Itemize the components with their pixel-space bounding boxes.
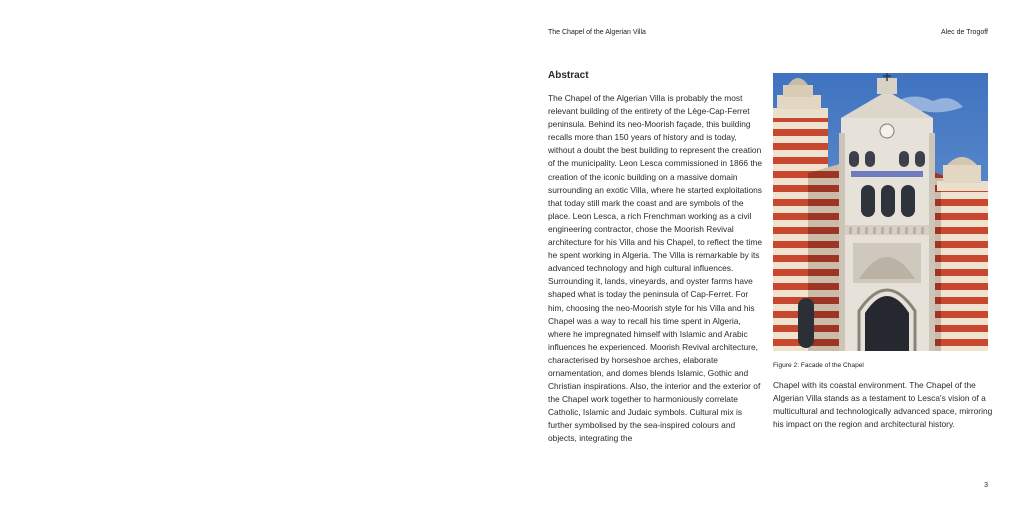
- abstract-heading: Abstract: [548, 70, 589, 81]
- chapel-facade-photo: [773, 73, 988, 351]
- abstract-paragraph-continued: Chapel with its coastal environment. The Chapel of the Algerian Villa stands as a testament to Lesca's vision of a multicultural and technologically advanced space, mirroring his impact on the region and architectural history.: [773, 380, 993, 430]
- abstract-text-column-1: [548, 92, 764, 446]
- running-head-author: Alec de Trogoff: [941, 29, 988, 36]
- figure-caption: Figure 2: Facade of the Chapel: [773, 362, 864, 369]
- right-tower: [941, 188, 988, 351]
- abstract-paragraph-1: The Chapel of the Algerian Villa is probably the most relevant building of the entirety of the Lège-Cap-Ferret peninsula. Behind its neo-Moorish façade, this building recalls more than 150 years of history and is today, without a doubt the best building to represent the creation of the municipality. Leon Lesca commissioned in 1866 the creation of the iconic building on a massive domain surrounding an exotic Villa, where he started exploitations that today still mark the coast and are symbols of the place. Leon Lesca, a rich Frenchman working as a civil engineering contractor, chose the Moorish Revival architecture for his Villa and his Chapel, to reflect the time he spent working in Algeria. The Villa is remarkable by its advanced technology and high cultural influences. Surrounding it, lands, vineyards, and oyster farms have shaped what is today the peninsula of Cap-Ferret. For him, choosing the neo-Moorish style for his Villa and his Chapel was a way to recall his time spent in Algeria, where he impregnated himself with Islamic and Arabic influences he experienced. Moorish Revival architecture, characterised by horseshoe arches, elaborate ornamentation, and domes blends Islamic, Gothic and Christian inspirations. Also, the interior and the exterior of the Chapel work together to harmoniously correlate Catholic, Islamic and Judaic symbols. Cultural mix is further symbolised by the sea-inspired colours and objects, integrating the: [548, 93, 762, 444]
- page-number: 3: [984, 482, 988, 489]
- abstract-text-column-2: [773, 379, 995, 431]
- clock-face: [880, 124, 894, 138]
- running-head-title: The Chapel of the Algerian Villa: [548, 29, 646, 36]
